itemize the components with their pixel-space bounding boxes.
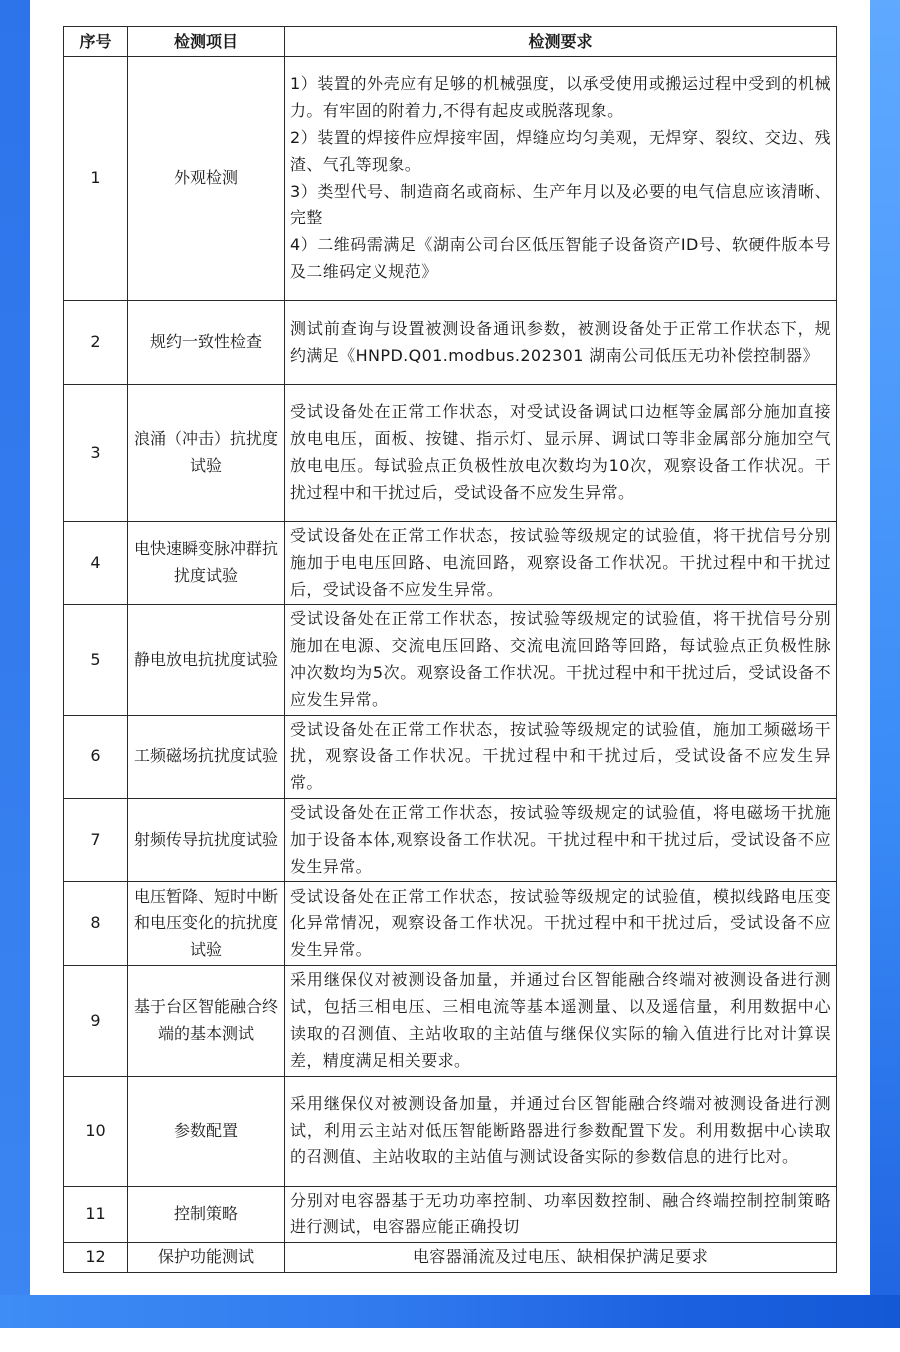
content-card [30, 0, 870, 1295]
table-row [64, 966, 837, 1076]
requirement-line: 1）装置的外壳应有足够的机械强度，以承受使用或搬运过程中受到的机械力。有牢固的附着力,不得有起皮或脱落现象。 [290, 74, 831, 121]
requirement-line: 受试设备处在正常工作状态，对受试设备调试口边框等金属部分施加直接放电电压，面板、按键、指示灯、显示屏、调试口等非金属部分施加空气放电电压。每试验点正负极性放电次数均为10次，观察设备工作状况。干扰过程中和干扰过后，受试设备不应发生异常。 [290, 402, 831, 502]
table-row [64, 798, 837, 881]
row-requirement [285, 715, 837, 798]
row-test-item: 外观检测 [128, 57, 285, 301]
requirement-line: 3）类型代号、制造商名或商标、生产年月以及必要的电气信息应该清晰、完整 [290, 181, 831, 228]
row-number: 4 [64, 522, 128, 605]
requirement-line: 受试设备处在正常工作状态，按试验等级规定的试验值，模拟线路电压变化异常情况，观察设备工作状况。干扰过程中和干扰过后，受试设备不应发生异常。 [290, 886, 831, 960]
row-requirement [285, 1243, 837, 1273]
row-test-item: 浪涌（冲击）抗扰度试验 [128, 385, 285, 522]
row-number: 8 [64, 882, 128, 966]
inspection-table [63, 26, 837, 1273]
row-requirement [285, 1186, 837, 1243]
row-test-item: 基于台区智能融合终端的基本测试 [128, 966, 285, 1076]
header-number: 序号 [64, 27, 128, 57]
row-number: 5 [64, 605, 128, 715]
row-number: 2 [64, 301, 128, 385]
table-row [64, 301, 837, 385]
table-row [64, 57, 837, 301]
row-test-item: 保护功能测试 [128, 1243, 285, 1273]
requirement-line: 受试设备处在正常工作状态，按试验等级规定的试验值，将干扰信号分别施加于电电压回路、电流回路，观察设备工作状况。干扰过程中和干扰过后，受试设备不应发生异常。 [290, 526, 831, 599]
row-requirement [285, 522, 837, 605]
row-number: 12 [64, 1243, 128, 1273]
row-number: 11 [64, 1186, 128, 1243]
row-number: 1 [64, 57, 128, 301]
row-requirement [285, 605, 837, 715]
row-requirement [285, 57, 837, 301]
row-test-item: 电压暂降、短时中断和电压变化的抗扰度试验 [128, 882, 285, 966]
row-test-item: 规约一致性检查 [128, 301, 285, 385]
requirement-line: 受试设备处在正常工作状态，按试验等级规定的试验值，施加工频磁场干扰，观察设备工作状况。干扰过程中和干扰过后，受试设备不应发生异常。 [290, 719, 831, 793]
header-test-item: 检测项目 [128, 27, 285, 57]
table-row [64, 385, 837, 522]
row-test-item: 参数配置 [128, 1076, 285, 1186]
table-row [64, 1186, 837, 1243]
row-requirement [285, 301, 837, 385]
requirement-line: 采用继保仪对被测设备加量，并通过台区智能融合终端对被测设备进行测试，包括三相电压、三相电流等基本遥测量、以及遥信量，利用数据中心读取的召测值、主站收取的主站值与继保仪实际的输入值进行比对计算误差，精度满足相关要求。 [290, 970, 831, 1070]
requirement-line: 采用继保仪对被测设备加量，并通过台区智能融合终端对被测设备进行测试，利用云主站对低压智能断路器进行参数配置下发。利用数据中心读取的召测值、主站收取的主站值与测试设备实际的参数信息的进行比对。 [290, 1093, 831, 1167]
row-test-item: 射频传导抗扰度试验 [128, 798, 285, 881]
header-requirement: 检测要求 [285, 27, 837, 57]
table-row [64, 605, 837, 715]
requirement-line: 受试设备处在正常工作状态，按试验等级规定的试验值，将电磁场干扰施加于设备本体,观察设备工作状况。干扰过程中和干扰过后，受试设备不应发生异常。 [290, 802, 831, 876]
row-requirement [285, 1076, 837, 1186]
table-row [64, 1076, 837, 1186]
requirement-line: 分别对电容器基于无功功率控制、功率因数控制、融合终端控制控制策略进行测试，电容器应能正确投切 [290, 1190, 831, 1237]
table-row [64, 1243, 837, 1273]
requirement-line: 受试设备处在正常工作状态，按试验等级规定的试验值，将干扰信号分别施加在电源、交流电压回路、交流电流回路等回路，每试验点正负极性脉冲次数均为5次。观察设备工作状况。干扰过程中和干扰过后，受试设备不应发生异常。 [290, 609, 831, 709]
requirement-line: 4）二维码需满足《湖南公司台区低压智能子设备资产ID号、软硬件版本号及二维码定义规范》 [290, 235, 831, 281]
row-number: 6 [64, 715, 128, 798]
row-number: 10 [64, 1076, 128, 1186]
row-test-item: 控制策略 [128, 1186, 285, 1243]
row-number: 9 [64, 966, 128, 1076]
requirement-line: 电容器涌流及过电压、缺相保护满足要求 [412, 1247, 709, 1267]
row-test-item: 工频磁场抗扰度试验 [128, 715, 285, 798]
table-header-row [64, 27, 837, 57]
row-requirement [285, 882, 837, 966]
table-row [64, 882, 837, 966]
table-row [64, 522, 837, 605]
row-number: 3 [64, 385, 128, 522]
row-requirement [285, 798, 837, 881]
table-row [64, 715, 837, 798]
row-test-item: 电快速瞬变脉冲群抗扰度试验 [128, 522, 285, 605]
row-requirement [285, 966, 837, 1076]
bottom-gradient-band [0, 1295, 900, 1328]
row-number: 7 [64, 798, 128, 881]
requirement-line: 测试前查询与设置被测设备通讯参数，被测设备处于正常工作状态下，规约满足《HNPD.Q01.modbus.202301 湖南公司低压无功补偿控制器》 [290, 318, 831, 365]
requirement-line: 2）装置的焊接件应焊接牢固，焊缝应均匀美观，无焊穿、裂纹、交边、残渣、气孔等现象。 [290, 127, 831, 174]
row-requirement [285, 385, 837, 522]
row-test-item: 静电放电抗扰度试验 [128, 605, 285, 715]
